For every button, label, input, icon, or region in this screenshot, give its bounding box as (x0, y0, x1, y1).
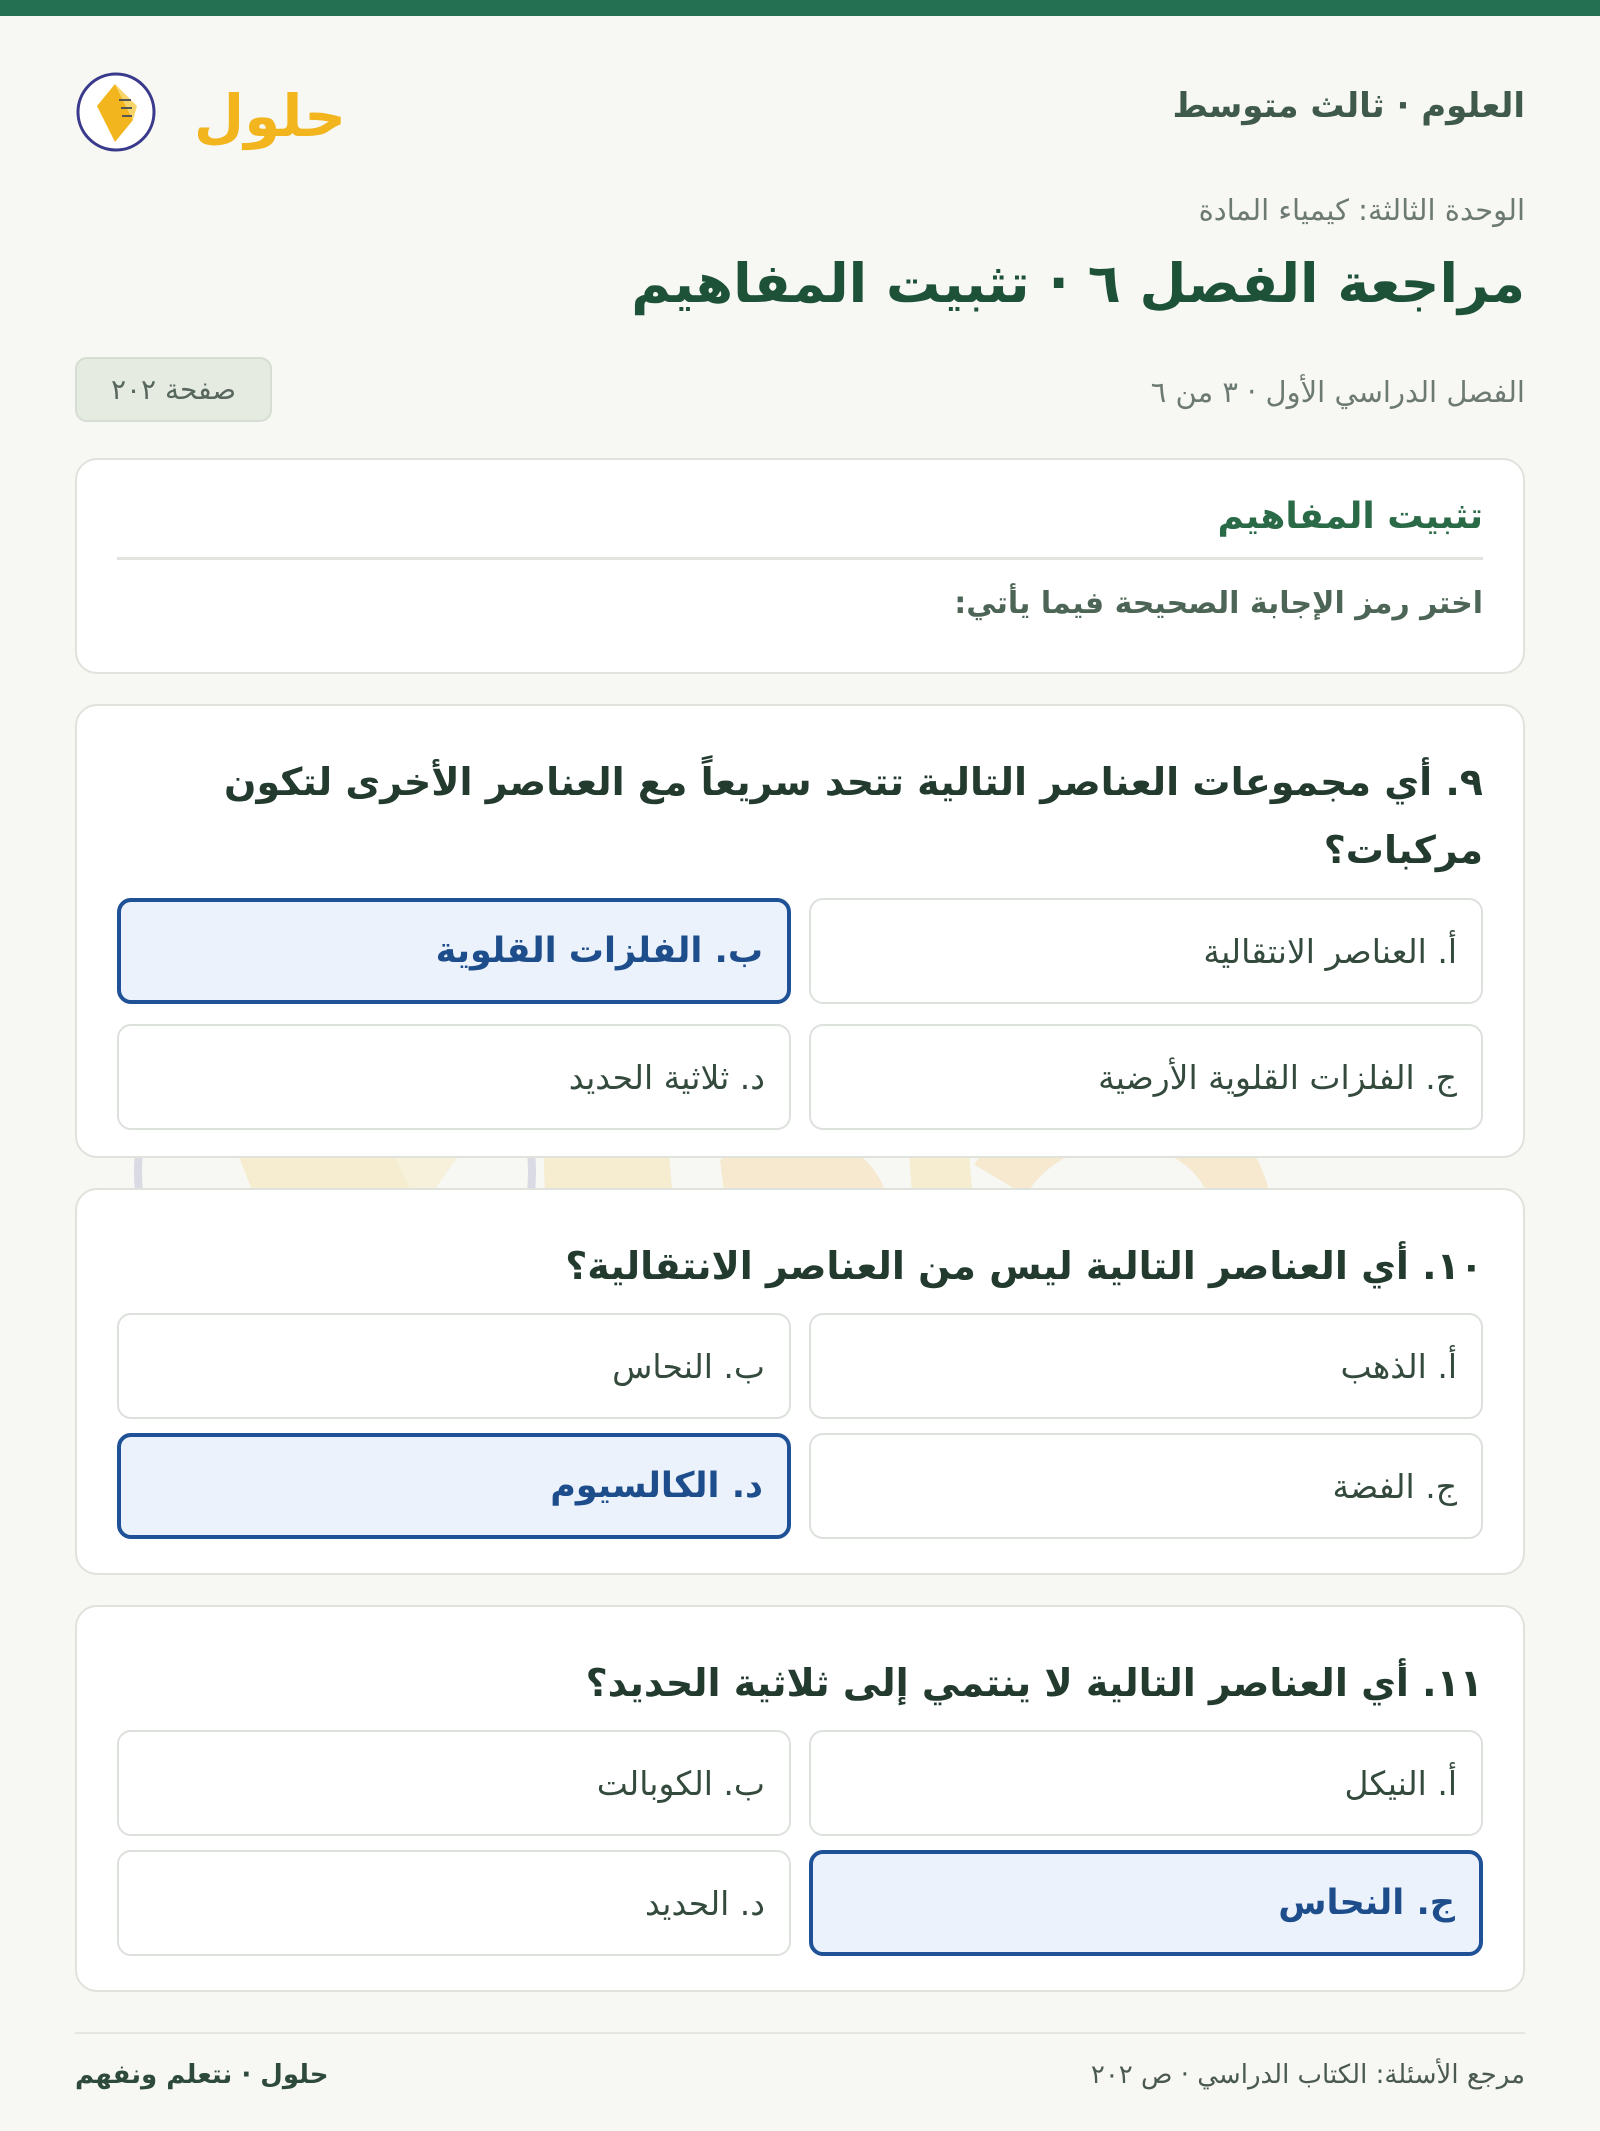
answer-option[interactable]: د. ثلاثية الحديد (117, 1024, 791, 1130)
answer-option-selected[interactable]: د. الكالسيوم (117, 1433, 791, 1539)
section-divider (117, 557, 1483, 560)
semester-label: الفصل الدراسي الأول · ٣ من ٦ (1150, 375, 1525, 409)
answer-option[interactable]: أ. النيكل (809, 1730, 1483, 1836)
footer-brand: حلول · نتعلم ونفهم (75, 2060, 329, 2090)
answer-option[interactable]: ج. الفضة (809, 1433, 1483, 1539)
section-instruction: اختر رمز الإجابة الصحيحة فيما يأتي: (954, 586, 1483, 621)
logo-text: حلول (193, 82, 345, 150)
answer-option[interactable]: ج. الفلزات القلوية الأرضية (809, 1024, 1483, 1130)
question-card (75, 704, 1525, 1158)
section-intro-card (75, 458, 1525, 674)
section-title: تثبيت المفاهيم (1217, 496, 1483, 537)
answer-option[interactable]: د. الحديد (117, 1850, 791, 1956)
question-card (75, 1188, 1525, 1575)
subject-label: العلوم · ثالث متوسط (1172, 86, 1525, 126)
question-card (75, 1605, 1525, 1992)
answer-option[interactable]: ب. الكوبالت (117, 1730, 791, 1836)
answer-option[interactable]: ب. النحاس (117, 1313, 791, 1419)
answer-option-selected[interactable]: ب. الفلزات القلوية (117, 898, 791, 1004)
page-number-badge: صفحة ٢٠٢ (75, 357, 272, 422)
top-accent-bar (0, 0, 1600, 16)
answer-option[interactable]: أ. العناصر الانتقالية (809, 898, 1483, 1004)
footer-reference: مرجع الأسئلة: الكتاب الدراسي · ص ٢٠٢ (1090, 2060, 1525, 2090)
answer-option[interactable]: أ. الذهب (809, 1313, 1483, 1419)
answer-option-selected[interactable]: ج. النحاس (809, 1850, 1483, 1956)
site-logo[interactable] (75, 56, 345, 166)
question-text: ١٠. أي العناصر التالية ليس من العناصر الانتقالية؟ (565, 1244, 1483, 1288)
question-text: ١١. أي العناصر التالية لا ينتمي إلى ثلاثية الحديد؟ (585, 1661, 1483, 1705)
question-text: ٩. أي مجموعات العناصر التالية تتحد سريعاً مع العناصر الأخرى لتكون مركبات؟ (224, 760, 1483, 872)
unit-label: الوحدة الثالثة: كيمياء المادة (1198, 193, 1525, 227)
page-title: مراجعة الفصل ٦ · تثبيت المفاهيم (631, 252, 1525, 315)
footer-divider (75, 2032, 1525, 2034)
book-in-circle-icon (75, 56, 345, 166)
header (75, 56, 1525, 166)
